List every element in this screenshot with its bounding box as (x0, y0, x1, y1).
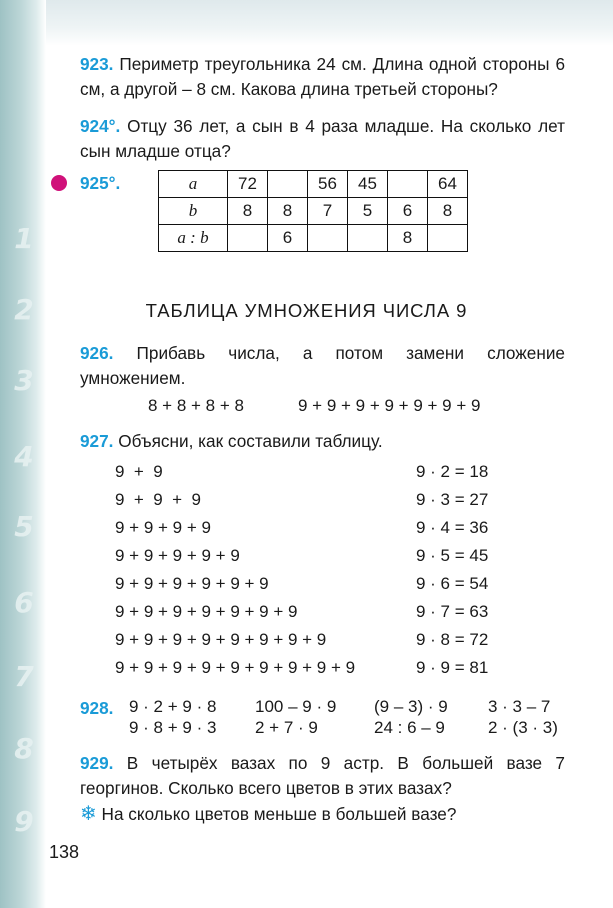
sum-expression: 9 + 9 + 9 + 9 + 9 (115, 546, 240, 565)
problem-number: 925°. (80, 173, 121, 193)
problem-number: 928. (80, 698, 114, 718)
product-expression: 9 · 7 = 63 (416, 602, 489, 621)
table-cell (268, 171, 308, 198)
problem-923 (80, 52, 565, 101)
expression: 9 · 8 + 9 · 3 (129, 718, 217, 737)
expression: (9 – 3) · 9 (374, 697, 448, 716)
table-row (159, 171, 468, 198)
table-cell (428, 225, 468, 252)
product-expression: 9 · 2 = 18 (416, 462, 489, 481)
extra-question: На сколько цветов меньше в большей вазе? (101, 804, 457, 824)
division-table (158, 170, 468, 252)
problem-text: Объясни, как составили таблицу. (113, 431, 383, 451)
expression: 9 · 2 + 9 · 8 (129, 697, 217, 716)
problem-text: Прибавь числа, а потом замени сложение умножением. (80, 343, 565, 388)
table-cell (308, 225, 348, 252)
table-cell: 64 (428, 171, 468, 198)
table-cell: 8 (428, 198, 468, 225)
difficulty-marker-icon (51, 175, 67, 191)
problem-924 (80, 114, 565, 163)
table-row (159, 198, 468, 225)
section-heading: ТАБЛИЦА УМНОЖЕНИЯ ЧИСЛА 9 (145, 300, 468, 321)
product-expression: 9 · 6 = 54 (416, 574, 489, 593)
problem-number: 929. (80, 753, 114, 773)
expression: 24 : 6 – 9 (374, 718, 445, 737)
expression: 100 – 9 · 9 (255, 697, 337, 716)
sum-expression: 9 + 9 (115, 462, 163, 481)
problem-929 (80, 751, 565, 800)
product-expression: 9 · 8 = 72 (416, 630, 489, 649)
product-expression: 9 · 5 = 45 (416, 546, 489, 565)
row-header: b (159, 198, 228, 225)
problem-number: 926. (80, 343, 114, 363)
problem-number: 924°. (80, 116, 121, 136)
table-cell: 72 (228, 171, 268, 198)
expression: 2 + 7 · 9 (255, 718, 318, 737)
table-cell (388, 171, 428, 198)
margin-number: 3 (14, 364, 34, 397)
expression: 2 · (3 · 3) (488, 718, 558, 737)
problem-text: Периметр треугольника 24 см. Длина одной стороны 6 см, а другой – 8 см. Какова длина третьей стороны? (80, 54, 565, 99)
sum-expression: 9 + 9 + 9 + 9 + 9 + 9 + 9 + 9 + 9 (115, 658, 356, 677)
page-number: 138 (49, 842, 80, 862)
problem-925-label (80, 171, 140, 196)
sum-expression: 9 + 9 + 9 + 9 + 9 + 9 (115, 574, 269, 593)
table-cell: 8 (268, 198, 308, 225)
table-cell: 6 (388, 198, 428, 225)
margin-number: 6 (14, 586, 34, 619)
problem-929-extra (80, 802, 565, 827)
table-cell: 8 (228, 198, 268, 225)
problem-number: 923. (80, 54, 114, 74)
margin-number: 5 (14, 510, 34, 543)
table-cell: 45 (348, 171, 388, 198)
margin-number: 2 (14, 293, 34, 326)
margin-number: 8 (14, 732, 34, 765)
table-cell: 8 (388, 225, 428, 252)
table-cell (228, 225, 268, 252)
table-cell: 7 (308, 198, 348, 225)
margin-number: 4 (14, 440, 34, 473)
table-cell: 6 (268, 225, 308, 252)
row-header: a : b (159, 225, 228, 252)
problem-927 (80, 429, 565, 454)
sum-expression: 9 + 9 + 9 + 9 + 9 + 9 + 9 + 9 (115, 630, 327, 649)
table-cell: 56 (308, 171, 348, 198)
margin-number: 9 (14, 805, 34, 838)
expression: 9 + 9 + 9 + 9 + 9 + 9 + 9 (298, 396, 481, 415)
expression: 8 + 8 + 8 + 8 (148, 396, 244, 415)
table-row (159, 225, 468, 252)
sum-expression: 9 + 9 + 9 + 9 (115, 518, 211, 537)
snowflake-icon: ❄ (80, 803, 97, 825)
sum-expression: 9 + 9 + 9 + 9 + 9 + 9 + 9 (115, 602, 298, 621)
table-cell: 5 (348, 198, 388, 225)
problem-text: В четырёх вазах по 9 астр. В большей вазе 7 георгинов. Сколько всего цветов в этих вазах? (80, 753, 565, 798)
problem-number: 927. (80, 431, 114, 451)
product-expression: 9 · 9 = 81 (416, 658, 489, 677)
table-cell (348, 225, 388, 252)
margin-number: 7 (14, 660, 34, 693)
row-header: a (159, 171, 228, 198)
product-expression: 9 · 4 = 36 (416, 518, 489, 537)
margin-number: 1 (14, 222, 34, 255)
problem-926 (80, 341, 565, 390)
expression: 3 · 3 – 7 (488, 697, 551, 716)
sum-expression: 9 + 9 + 9 (115, 490, 202, 509)
product-expression: 9 · 3 = 27 (416, 490, 489, 509)
problem-text: Отцу 36 лет, а сын в 4 раза младше. На сколько лет сын младше отца? (80, 116, 565, 161)
